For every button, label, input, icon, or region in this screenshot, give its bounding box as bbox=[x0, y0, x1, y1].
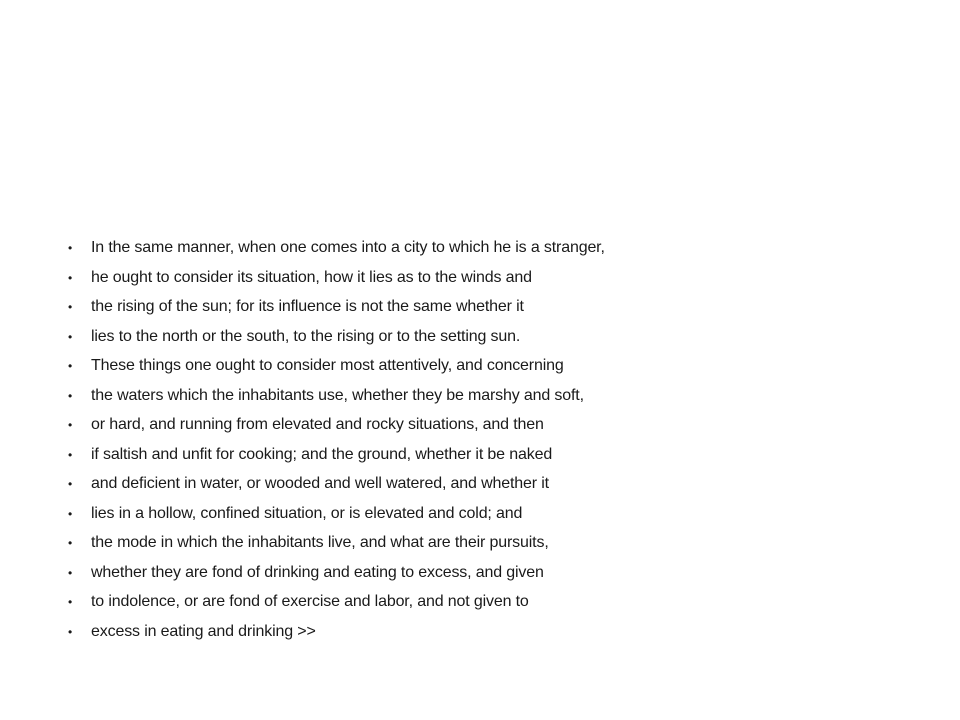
bullet-text: In the same manner, when one comes into a city to which he is a stranger, bbox=[91, 239, 605, 256]
bullet-text: whether they are fond of drinking and eating to excess, and given bbox=[91, 563, 544, 581]
bullet-text: if saltish and unfit for cooking; and the ground, whether it be naked bbox=[91, 445, 553, 463]
bullet-text: he ought to consider its situation, how it lies as to the winds and bbox=[91, 268, 532, 286]
bullet-text: the waters which the inhabitants use, whether they be marshy and soft, bbox=[91, 386, 584, 404]
bullet-item bbox=[68, 410, 668, 440]
bullet-icon: • bbox=[68, 565, 73, 580]
bullet-icon: • bbox=[68, 418, 73, 432]
bullet-item bbox=[68, 558, 668, 588]
bullet-icon: • bbox=[68, 536, 73, 550]
bullet-icon: • bbox=[68, 329, 73, 344]
bullet-icon: • bbox=[68, 595, 73, 609]
bullet-item bbox=[68, 381, 668, 411]
bullet-item bbox=[68, 617, 668, 647]
bullet-text: lies in a hollow, confined situation, or is elevated and cold; and bbox=[91, 504, 523, 522]
bullet-icon: • bbox=[68, 270, 73, 285]
bullet-item bbox=[68, 440, 668, 470]
bullet-icon: • bbox=[68, 388, 73, 403]
bullet-icon: • bbox=[68, 300, 73, 314]
bullet-icon: • bbox=[68, 241, 73, 255]
bullet-list bbox=[68, 233, 668, 640]
bullet-text: the rising of the sun; for its influence is not the same whether it bbox=[91, 298, 524, 315]
bullet-text: lies to the north or the south, to the rising or to the setting sun. bbox=[91, 327, 521, 345]
bullet-icon: • bbox=[68, 506, 73, 521]
bullet-item bbox=[68, 292, 668, 322]
bullet-text: These things one ought to consider most attentively, and concerning bbox=[91, 357, 564, 374]
bullet-item bbox=[68, 263, 668, 293]
bullet-text: excess in eating and drinking >> bbox=[91, 622, 316, 640]
bullet-text: to indolence, or are fond of exercise and labor, and not given to bbox=[91, 593, 529, 610]
bullet-icon: • bbox=[68, 359, 73, 373]
bullet-item bbox=[68, 469, 668, 499]
bullet-text: and deficient in water, or wooded and well watered, and whether it bbox=[91, 475, 549, 492]
bullet-text: the mode in which the inhabitants live, and what are their pursuits, bbox=[91, 534, 549, 551]
bullet-item bbox=[68, 499, 668, 529]
bullet-text: or hard, and running from elevated and rocky situations, and then bbox=[91, 416, 544, 433]
bullet-item bbox=[68, 351, 668, 381]
bullet-icon: • bbox=[68, 447, 73, 462]
bullet-item bbox=[68, 233, 668, 263]
bullet-item bbox=[68, 587, 668, 617]
bullet-item bbox=[68, 322, 668, 352]
bullet-icon: • bbox=[68, 477, 73, 491]
bullet-item bbox=[68, 528, 668, 558]
bullet-icon: • bbox=[68, 624, 73, 639]
